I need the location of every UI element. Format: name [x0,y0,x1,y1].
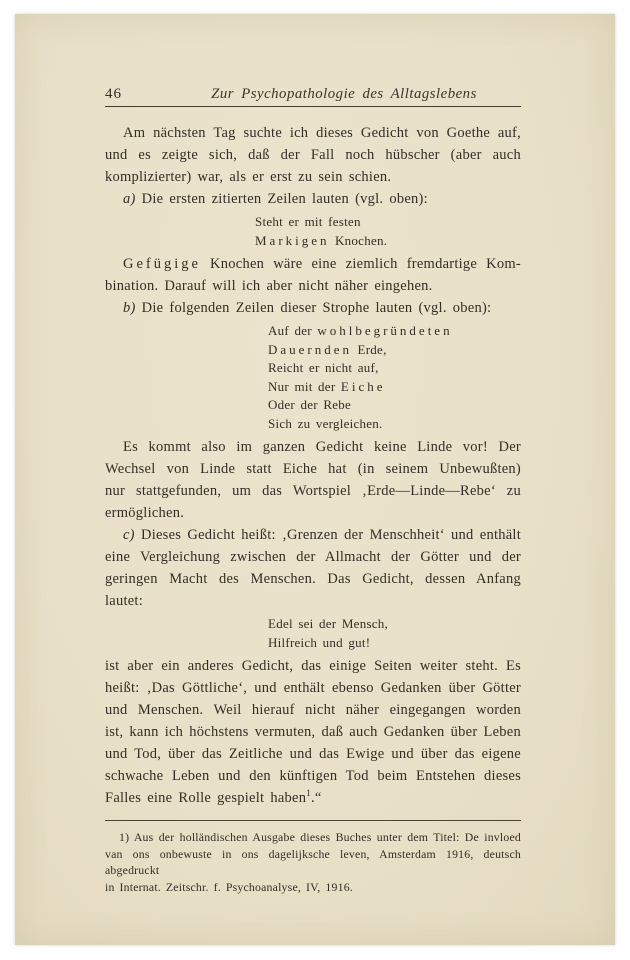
text-segment: a) [123,191,136,207]
text-segment: Auf der [268,323,318,338]
page-number: 46 [105,86,122,102]
paragraph [105,524,521,612]
paragraph [105,253,521,297]
text-segment: Steht er mit festen [255,214,361,229]
text-segment: ist, kann ich höchstens vermuten, daß auch Gedanken über Leben [105,724,521,740]
text-line [105,144,521,166]
text-line [105,253,521,275]
text-segment: ist aber ein anderes Gedicht, das einige Seiten weiter steht. Es [105,658,521,674]
text-segment: Markigen [255,232,330,248]
text-line [105,546,521,568]
text-line [105,188,521,210]
text-segment: eine Vergleichung zwischen der Allmacht der Götter und der [105,549,521,565]
text-line [105,502,521,524]
text-line [105,480,521,502]
text-segment: ermöglichen. [105,505,185,521]
verse-quotation [268,615,521,652]
text-segment: nur stattgefunden, um das Wortspiel ‚Erde—Linde—Rebe‘ zu [105,483,521,499]
verse-line [268,378,521,397]
verse-line [268,396,521,415]
verse-line [268,341,521,360]
text-segment: .“ [310,790,322,806]
header-rule [105,106,521,107]
text-line [105,721,521,743]
text-segment: Nur mit der [268,378,341,394]
page-header [105,86,521,103]
footnote [105,829,521,895]
book-page [15,14,615,945]
text-segment: 1) Aus der holländischen Ausgabe dieses Buches unter dem Titel: De invloed [119,830,521,844]
footnote-rule [105,820,521,821]
text-segment: Hilfreich und gut! [268,634,371,650]
text-segment: heißt: ‚Das Göttliche‘, und enthält ebenso Gedanken über Götter [105,680,521,696]
text-line [105,677,521,699]
paragraph [105,122,521,188]
text-segment: Knochen. [329,232,388,248]
paragraph [105,436,521,524]
text-segment: Erde, [352,341,387,357]
text-segment: Oder der Rebe [268,397,352,412]
verse-line [268,322,521,341]
text-segment: Knochen wäre eine ziemlich fremdartige Kom- [200,256,521,272]
text-line [105,297,521,319]
text-segment: Die folgenden Zeilen dieser Strophe lauten (vgl. oben): [135,300,492,316]
verse-line [268,634,521,653]
text-line [105,765,521,787]
text-line [105,122,521,144]
text-segment: Eiche [340,378,386,394]
text-segment: c) [123,527,135,543]
verse-line [268,359,521,378]
text-line [105,524,521,546]
text-segment: und Tod, über das Zeitliche und das Ewige und über das eigene [105,746,521,762]
text-segment: Es kommt also im ganzen Gedicht keine Linde vor! Der [123,439,521,455]
text-segment: geringen Macht des Menschen. Das Gedicht, dessen Anfang lautet: [105,571,521,609]
running-title: Zur Psychopathologie des Alltagslebens [211,86,477,102]
text-segment: komplizierter) war, als er erst zu sein schien. [105,169,392,185]
text-segment: Falles eine Rolle gespielt haben [105,790,307,806]
text-line [105,275,521,297]
text-segment: schwache Leben und den künftigen Tod beim Entstehen dieses [105,768,521,784]
footnote-reference: 1 [306,788,311,799]
paragraph [105,297,521,319]
text-segment: und es zeigte sich, daß der Fall noch hübscher (aber auch [105,147,521,163]
text-line [105,787,521,809]
text-segment: bination. Darauf will ich aber nicht näher eingehen. [105,278,433,294]
footnote-line [105,879,521,896]
verse-line [268,415,521,434]
text-line [105,458,521,480]
paragraph [105,188,521,210]
text-segment: und Menschen. Weil hierauf nicht näher eingegangen worden [105,702,521,718]
verse-line [255,232,521,251]
text-line [105,166,521,188]
text-segment: Reicht er nicht auf, [268,360,379,375]
text-segment: Gefügige [123,256,201,272]
verse-line [255,213,521,232]
text-line [105,568,521,612]
text-segment: in Internat. Zeitschr. f. Psychoanalyse, IV, 1916. [105,879,353,894]
text-line [105,699,521,721]
verse-line [268,615,521,634]
text-line [105,436,521,458]
text-line [105,743,521,765]
text-segment: b) [123,300,136,316]
text-segment: Sich zu vergleichen. [268,415,383,431]
text-segment: van ons onbewuste in ons dagelijksche leven, Amsterdam 1916, deutsch abgedruckt [105,846,521,877]
footnote-line [105,846,521,879]
text-segment: Edel sei der Mensch, [268,616,389,631]
text-blocks [105,122,521,809]
text-segment: Dieses Gedicht heißt: ‚Grenzen der Menschheit‘ und enthält [134,527,521,543]
text-line [105,655,521,677]
text-segment: wohlbegründeten [317,323,453,338]
footnote-line [105,829,521,846]
verse-quotation [255,213,521,250]
text-segment: Die ersten zitierten Zeilen lauten (vgl. oben): [135,191,428,207]
paragraph [105,655,521,809]
page-content [105,86,521,895]
text-segment: Wechsel von Linde statt Eiche hat (in seinem Unbewußten) [105,461,521,477]
text-segment: Am nächsten Tag suchte ich dieses Gedicht von Goethe auf, [123,125,521,141]
text-segment: Dauernden [268,341,353,357]
verse-quotation [268,322,521,433]
